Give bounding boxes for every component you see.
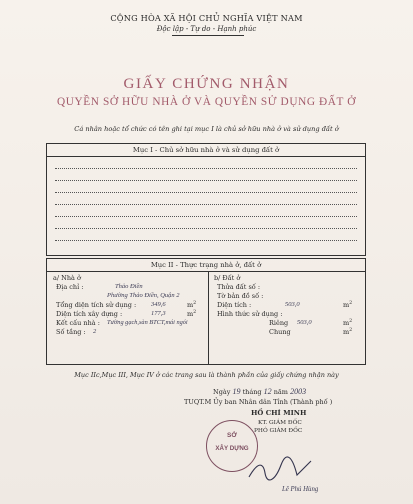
seal-text-top: SỞ: [227, 432, 237, 439]
house-ward-value: Phường Thảo Điền, Quận 2: [107, 292, 180, 299]
total-area-label: Tổng diện tích sử dụng :: [56, 301, 137, 309]
section-property-heading: Mục II - Thực trạng nhà ở, đất ở: [47, 259, 365, 272]
intro-statement: Cá nhân hoặc tổ chức có tên ghi tại mục I là chủ sở hữu nhà ở và sử dụng đất ở: [74, 125, 339, 133]
private-label: Riêng: [269, 319, 289, 327]
shared-label: Chung: [269, 328, 291, 336]
structure-label: Kết cấu nhà :: [56, 319, 100, 327]
unit-m: m: [343, 319, 350, 328]
section-owner-heading: Mục I - Chủ sở hữu nhà ở và sử dụng đất ở: [47, 144, 365, 157]
owner-line: [55, 240, 357, 241]
certificate-subtitle: QUYỀN SỞ HỮU NHÀ Ở VÀ QUYỀN SỬ DỤNG ĐẤT Ở: [56, 96, 357, 108]
land-area-label: Diện tích :: [217, 301, 252, 309]
house-address-label: Địa chỉ :: [56, 283, 84, 291]
private-value: 503,0: [297, 319, 312, 326]
handwritten-signature: [245, 455, 315, 485]
date-prefix: Ngày: [213, 388, 231, 396]
section-property-box: [46, 258, 366, 365]
private-unit: $m^2$: [343, 319, 353, 328]
date-day: 19: [232, 387, 241, 396]
date-year: 2003: [290, 387, 307, 396]
national-header: CỘNG HÒA XÃ HỘI CHỦ NGHĨA VIỆT NAM: [110, 13, 303, 23]
certificate-title: GIẤY CHỨNG NHẬN: [123, 76, 290, 92]
house-label: a/ Nhà ở: [53, 274, 81, 282]
total-area-unit: $m^2$: [187, 301, 197, 310]
owner-line: [55, 180, 357, 181]
national-motto: Độc lập - Tự do - Hạnh phúc: [156, 25, 257, 33]
signer-name: Lê Phú Hùng: [282, 486, 319, 493]
owner-line: [55, 216, 357, 217]
owner-line: [55, 192, 357, 193]
section-owner-box: [46, 143, 366, 256]
date-year-word: năm: [273, 388, 288, 396]
date-month-word: tháng: [242, 388, 262, 396]
land-label: b/ Đất ở: [214, 274, 241, 282]
seal-text-mid: XÂY DỰNG: [215, 445, 249, 452]
unit-m: m: [187, 310, 194, 319]
owner-line: [55, 228, 357, 229]
issue-date: [213, 387, 306, 396]
floors-value: 2: [93, 328, 97, 335]
motto-underline: [172, 35, 244, 36]
issuing-city: HỒ CHÍ MINH: [251, 409, 307, 417]
built-area-label: Diện tích xây dựng :: [56, 310, 123, 318]
footer-note: Mục IIc,Mục III, Mục IV ở các trang sau là thành phần của giấy chứng nhận này: [74, 371, 339, 379]
signer-role-1: KT. GIÁM ĐỐC: [258, 420, 302, 426]
unit-m: m: [343, 328, 350, 337]
unit-m: m: [343, 301, 350, 310]
usage-form-label: Hình thức sử dụng :: [217, 310, 283, 318]
built-area-value: 177,3: [151, 310, 166, 317]
land-area-unit: $m^2$: [343, 301, 353, 310]
issuing-authority: TUQT.M Ủy ban Nhân dân Tỉnh (Thành phố ): [184, 398, 333, 406]
house-address-value: Thảo Điền: [115, 283, 143, 290]
column-divider: [208, 271, 209, 364]
owner-line: [55, 204, 357, 205]
date-month: 12: [263, 387, 272, 396]
unit-m: m: [187, 301, 194, 310]
shared-unit: $m^2$: [343, 328, 353, 337]
floors-label: Số tầng :: [56, 328, 86, 336]
signer-role-2: PHÓ GIÁM ĐỐC: [254, 428, 303, 434]
map-sheet-label: Tờ bản đồ số :: [217, 292, 264, 300]
parcel-label: Thửa đất số :: [217, 283, 261, 291]
built-area-unit: $m^2$: [187, 310, 197, 319]
land-area-value: 503,0: [285, 301, 300, 308]
owner-line: [55, 168, 357, 169]
structure-value: Tường gạch,sàn BTCT,mái ngói: [107, 319, 188, 326]
total-area-value: 349,6: [151, 301, 166, 308]
